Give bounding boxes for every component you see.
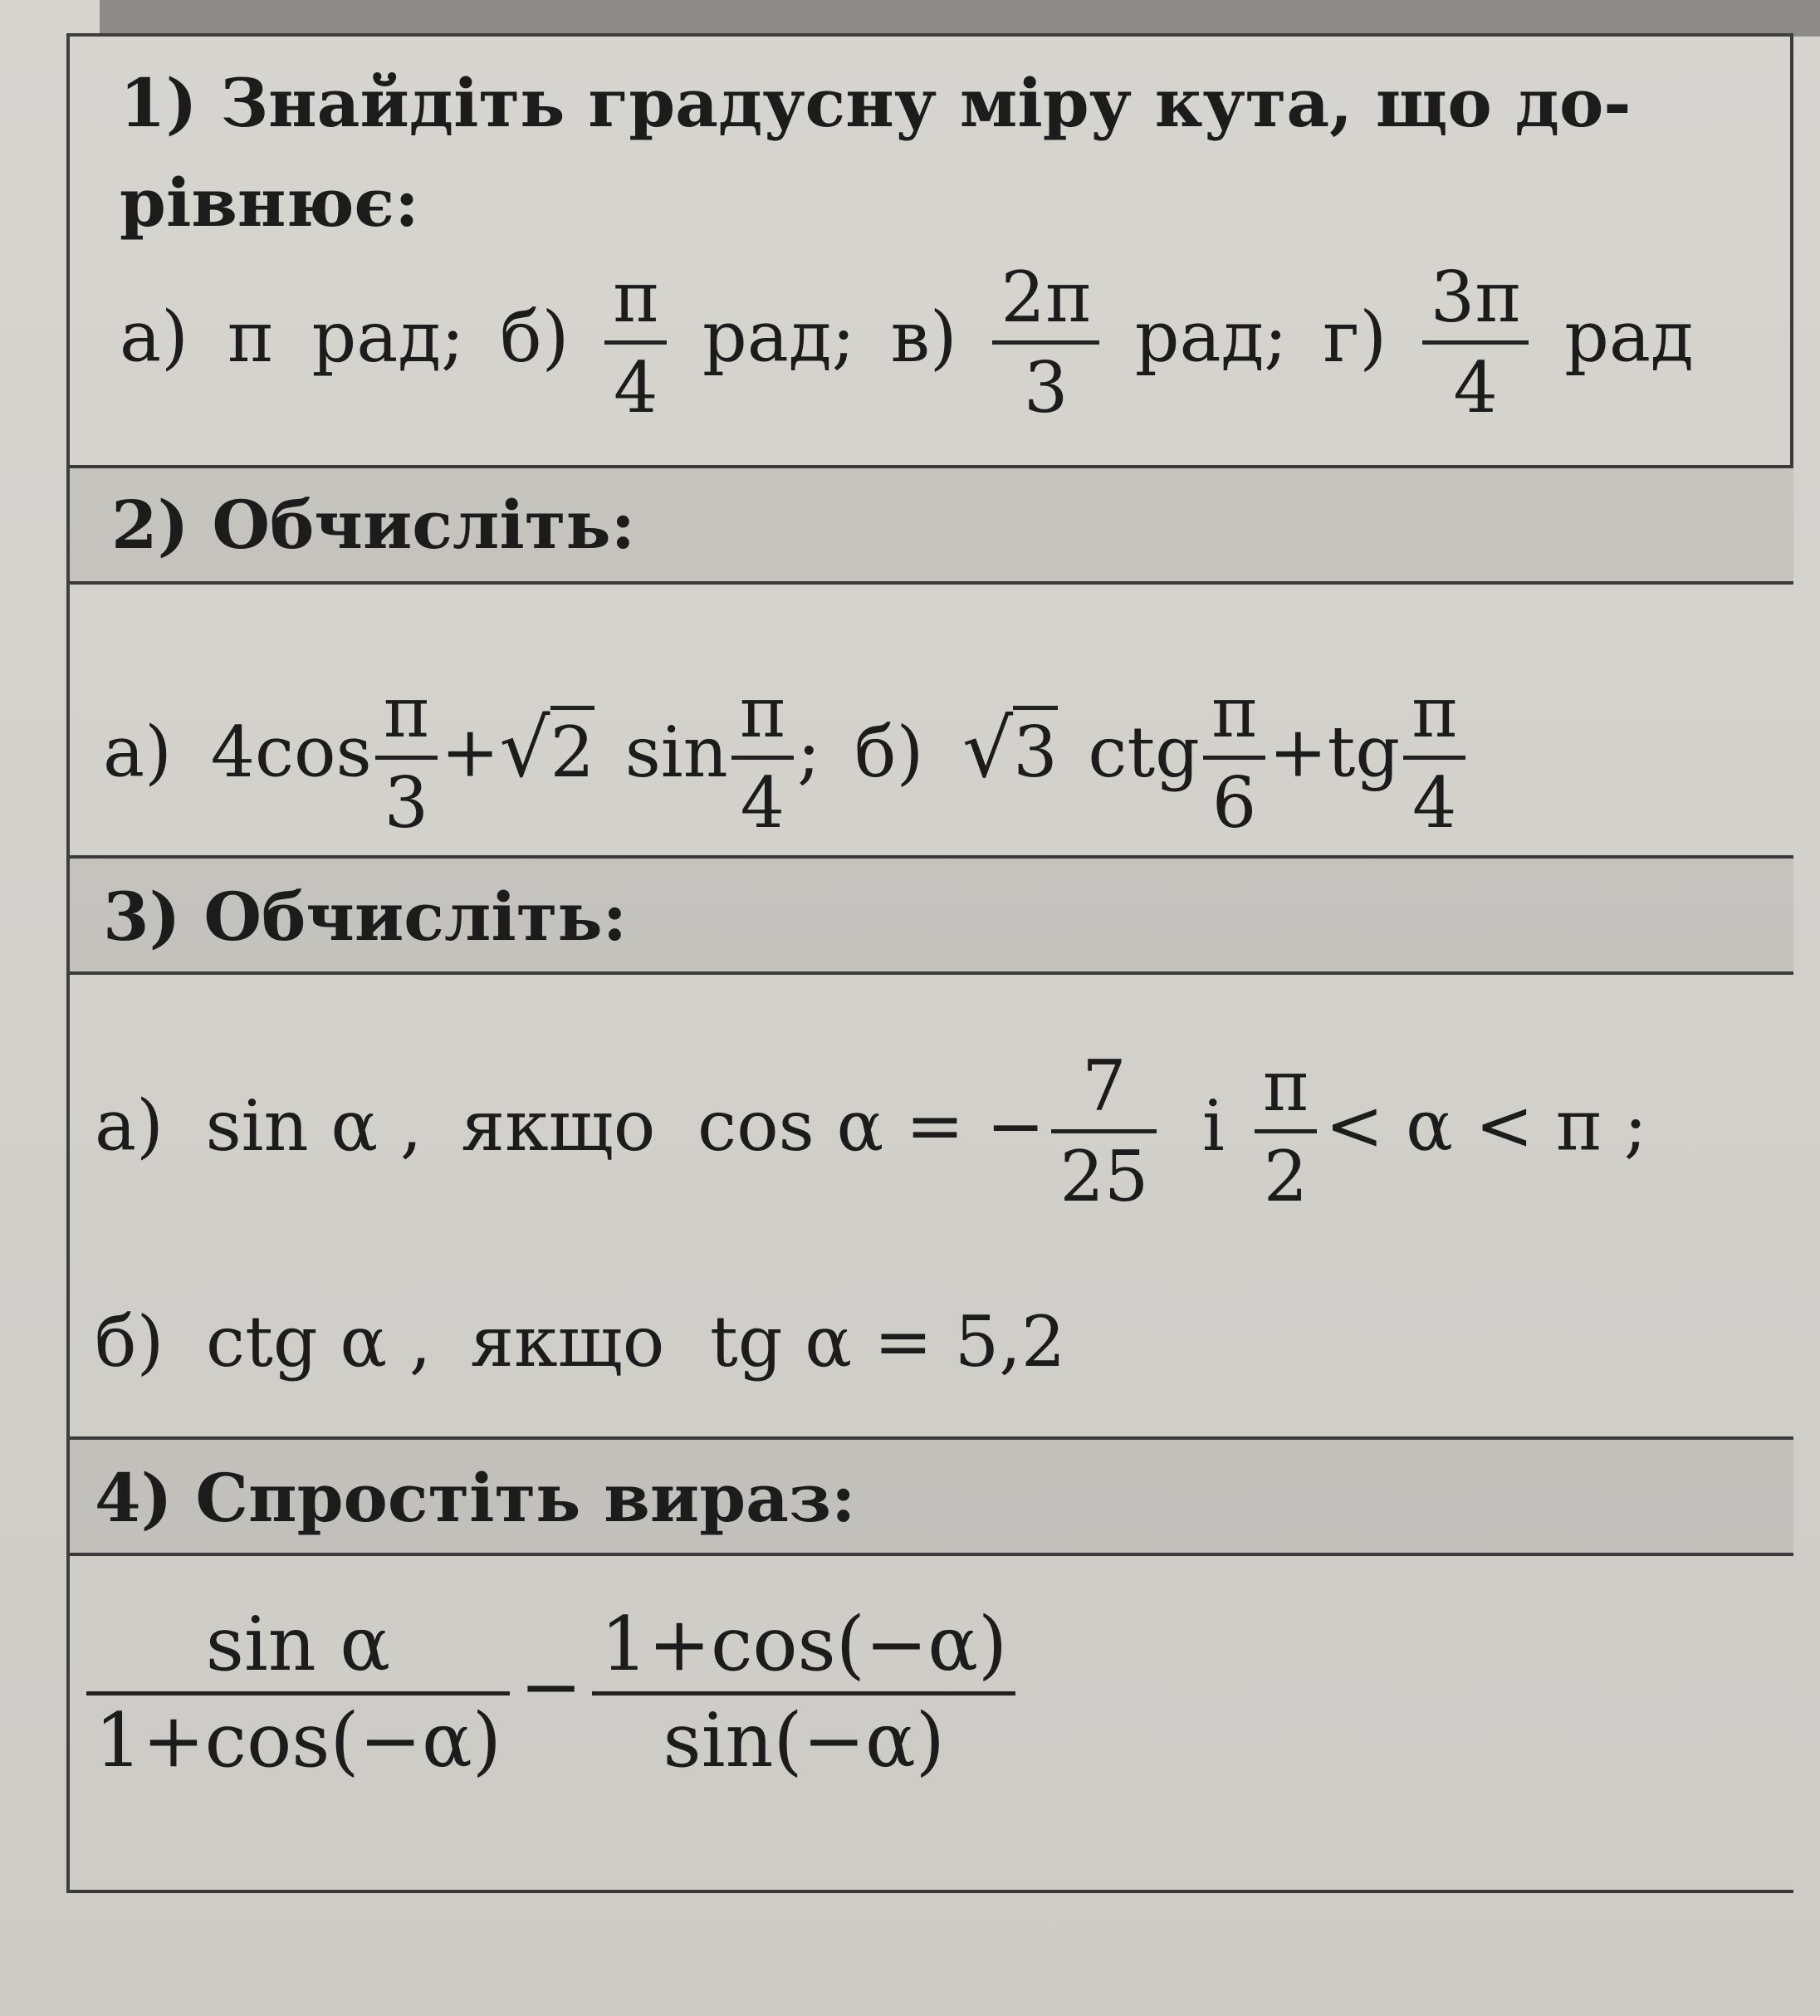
fraction-denominator: 4	[613, 347, 658, 429]
item-b-label: б)	[854, 711, 924, 793]
option-d-fraction	[1422, 257, 1529, 429]
task4-title: 4) Спростіть вираз:	[95, 1459, 856, 1537]
fraction-pi-2	[1255, 1045, 1317, 1218]
fraction-pi-6	[1203, 672, 1265, 844]
fraction-numerator: π	[1411, 672, 1458, 753]
task1-title-continued: рівнює:	[120, 164, 419, 242]
task1-title: 1) Знайдіть градусну міру кута, що до-	[120, 64, 1632, 142]
sqrt-radicand: 2	[550, 706, 594, 793]
fraction-pi-4	[731, 672, 794, 844]
task1-row	[70, 37, 1793, 468]
fraction-denominator: 4	[740, 762, 785, 844]
task3-body-row	[70, 975, 1793, 1440]
fraction-numerator: π	[383, 672, 429, 753]
fraction-numerator: π	[613, 257, 659, 338]
sqrt-symbol: √	[962, 702, 1014, 795]
task2-expressions	[103, 672, 1469, 844]
option-c-label: в)	[890, 296, 957, 378]
minus-sign: −	[519, 1643, 583, 1731]
task4-header-row	[70, 1440, 1793, 1556]
sqrt-symbol: √	[499, 702, 550, 795]
tg-condition: tg α = 5,2	[710, 1301, 1066, 1382]
cos-function: cos	[255, 711, 372, 793]
if-word: якщо	[461, 1084, 656, 1167]
fraction-numerator: sin α	[205, 1601, 391, 1688]
option-b-fraction	[604, 257, 667, 429]
unit-rad: рад;	[311, 296, 465, 378]
option-a-value: π	[227, 296, 273, 378]
range-condition: < α < π ;	[1325, 1084, 1647, 1167]
sin-function: sin	[624, 711, 728, 793]
first-fraction	[86, 1601, 510, 1784]
separator: ;	[796, 711, 821, 793]
fraction-pi-4	[1403, 672, 1465, 844]
fraction-pi-3	[375, 672, 438, 844]
fraction-denominator: 3	[1023, 347, 1069, 429]
task2-title: 2) Обчисліть:	[111, 486, 636, 564]
fraction-numerator: 1+cos(−α)	[600, 1601, 1008, 1688]
fraction-denominator: 25	[1059, 1136, 1149, 1218]
second-fraction	[592, 1601, 1015, 1784]
fraction-numerator: π	[739, 672, 785, 753]
plus-sign: +	[1269, 711, 1328, 793]
ctg-function: ctg	[1088, 711, 1200, 793]
task-table	[66, 33, 1793, 1893]
coefficient: 4	[210, 711, 256, 793]
option-d-label: г)	[1323, 296, 1387, 378]
fraction-denominator: 2	[1263, 1136, 1309, 1218]
cos-condition: cos α = −	[697, 1084, 1045, 1167]
sqrt-radicand: 3	[1013, 706, 1057, 793]
task2-header-row	[70, 468, 1793, 585]
fraction-denominator: 4	[1453, 347, 1498, 429]
fraction-denominator: 6	[1211, 762, 1257, 844]
sin-alpha-expression: sin α ,	[205, 1084, 423, 1167]
fraction-numerator: π	[1211, 672, 1258, 753]
task3-header-row	[70, 859, 1793, 975]
task4-expression	[86, 1601, 1015, 1784]
fraction-denominator: sin(−α)	[663, 1696, 945, 1784]
fraction-numerator: 7	[1082, 1045, 1127, 1127]
task3-item-b	[95, 1301, 1066, 1382]
tg-function: tg	[1327, 711, 1401, 793]
item-a-label: а)	[103, 711, 172, 793]
if-word: якщо	[470, 1301, 665, 1382]
fraction-numerator: 3π	[1430, 257, 1521, 338]
unit-rad: рад;	[702, 296, 855, 378]
ctg-alpha-expression: ctg α ,	[206, 1301, 432, 1382]
unit-rad: рад;	[1134, 296, 1288, 378]
fraction-denominator: 4	[1411, 762, 1457, 844]
task3-title: 3) Обчисліть:	[103, 878, 628, 956]
and-word: і	[1201, 1084, 1225, 1167]
option-b-label: б)	[500, 296, 570, 378]
unit-rad-last: рад	[1564, 296, 1694, 378]
task3-item-a	[95, 1045, 1647, 1218]
fraction-7-25	[1051, 1045, 1157, 1218]
task2-body-row	[70, 585, 1793, 859]
fraction-numerator: π	[1262, 1045, 1309, 1127]
plus-sign: +	[440, 711, 500, 793]
fraction-denominator: 1+cos(−α)	[95, 1696, 501, 1784]
item-b-label: б)	[95, 1301, 164, 1382]
option-a-label: а)	[120, 296, 188, 378]
task1-options	[120, 257, 1694, 429]
top-header-band	[100, 0, 1820, 37]
task4-body-row	[70, 1556, 1793, 1893]
option-c-fraction	[992, 257, 1099, 429]
fraction-numerator: 2π	[1001, 257, 1092, 338]
item-a-label: а)	[95, 1084, 164, 1167]
fraction-denominator: 3	[384, 762, 429, 844]
